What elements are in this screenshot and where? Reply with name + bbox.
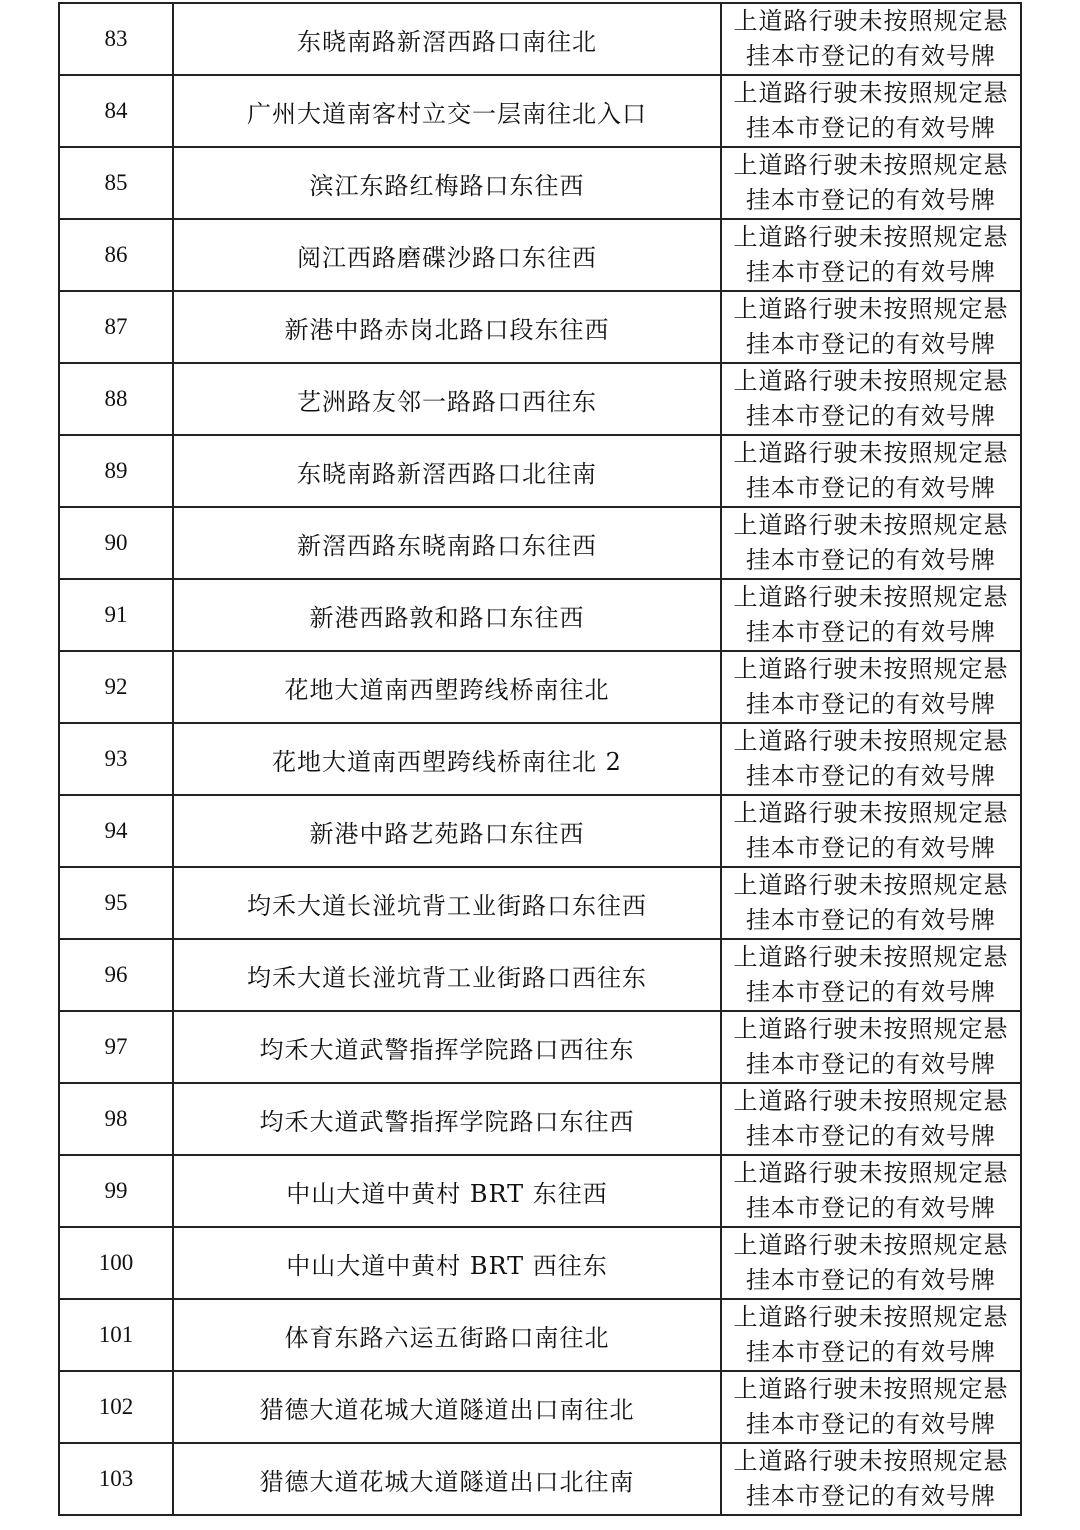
row-number-cell: 91: [59, 579, 173, 651]
table-row: [59, 579, 1021, 651]
violation-cell: [721, 1299, 1021, 1371]
violation-cell: [721, 795, 1021, 867]
violation-text-line-2: 挂本市登记的有效号牌: [746, 834, 996, 862]
table-row: [59, 1299, 1021, 1371]
violation-text-line-1: 上道路行驶未按照规定悬: [733, 1447, 1009, 1475]
violation-cell: [721, 1227, 1021, 1299]
table-row: [59, 1083, 1021, 1155]
violation-cell: [721, 723, 1021, 795]
violation-text-line-1: 上道路行驶未按照规定悬: [733, 799, 1009, 827]
row-number-cell: 94: [59, 795, 173, 867]
violation-cell: [721, 435, 1021, 507]
location-cell: 新港西路敦和路口东往西: [173, 579, 721, 651]
violation-text-line-1: 上道路行驶未按照规定悬: [733, 1159, 1009, 1187]
table-row: [59, 75, 1021, 147]
violation-location-table: [58, 2, 1022, 1516]
table-row: [59, 435, 1021, 507]
row-number-cell: 90: [59, 507, 173, 579]
table-row: [59, 3, 1021, 75]
table-row: [59, 1227, 1021, 1299]
violation-text-line-1: 上道路行驶未按照规定悬: [733, 1375, 1009, 1403]
table-row: [59, 795, 1021, 867]
location-cell: 艺洲路友邻一路路口西往东: [173, 363, 721, 435]
violation-text-line-1: 上道路行驶未按照规定悬: [733, 439, 1009, 467]
row-number-cell: 101: [59, 1299, 173, 1371]
row-number-cell: 96: [59, 939, 173, 1011]
violation-text-line-2: 挂本市登记的有效号牌: [746, 762, 996, 790]
row-number-cell: 95: [59, 867, 173, 939]
violation-text-line-2: 挂本市登记的有效号牌: [746, 1338, 996, 1366]
violation-text-line-2: 挂本市登记的有效号牌: [746, 618, 996, 646]
row-number-cell: 85: [59, 147, 173, 219]
table-row: [59, 1371, 1021, 1443]
row-number-cell: 89: [59, 435, 173, 507]
violation-text-line-2: 挂本市登记的有效号牌: [746, 690, 996, 718]
location-cell: 均禾大道长湴坑背工业街路口东往西: [173, 867, 721, 939]
row-number-cell: 84: [59, 75, 173, 147]
violation-cell: [721, 579, 1021, 651]
violation-cell: [721, 651, 1021, 723]
row-number-cell: 98: [59, 1083, 173, 1155]
violation-text-line-1: 上道路行驶未按照规定悬: [733, 295, 1009, 323]
table-row: [59, 867, 1021, 939]
violation-text-line-1: 上道路行驶未按照规定悬: [733, 943, 1009, 971]
violation-location-table-wrapper: [58, 2, 1022, 1516]
violation-text-line-1: 上道路行驶未按照规定悬: [733, 7, 1009, 35]
violation-text-line-1: 上道路行驶未按照规定悬: [733, 511, 1009, 539]
violation-text-line-2: 挂本市登记的有效号牌: [746, 1122, 996, 1150]
row-number-cell: 86: [59, 219, 173, 291]
violation-text-line-1: 上道路行驶未按照规定悬: [733, 1087, 1009, 1115]
row-number-cell: 87: [59, 291, 173, 363]
violation-cell: [721, 1155, 1021, 1227]
location-cell: 滨江东路红梅路口东往西: [173, 147, 721, 219]
location-cell: 新港中路艺苑路口东往西: [173, 795, 721, 867]
violation-text-line-1: 上道路行驶未按照规定悬: [733, 583, 1009, 611]
violation-text-line-2: 挂本市登记的有效号牌: [746, 978, 996, 1006]
location-cell: 阅江西路磨碟沙路口东往西: [173, 219, 721, 291]
violation-cell: [721, 1371, 1021, 1443]
violation-cell: [721, 363, 1021, 435]
row-number-cell: 102: [59, 1371, 173, 1443]
row-number-cell: 97: [59, 1011, 173, 1083]
location-cell: 均禾大道武警指挥学院路口东往西: [173, 1083, 721, 1155]
location-cell: 新港中路赤岗北路口段东往西: [173, 291, 721, 363]
violation-cell: [721, 219, 1021, 291]
row-number-cell: 83: [59, 3, 173, 75]
row-number-cell: 92: [59, 651, 173, 723]
violation-text-line-2: 挂本市登记的有效号牌: [746, 1410, 996, 1438]
violation-text-line-1: 上道路行驶未按照规定悬: [733, 1303, 1009, 1331]
table-row: [59, 1011, 1021, 1083]
violation-text-line-1: 上道路行驶未按照规定悬: [733, 655, 1009, 683]
violation-text-line-1: 上道路行驶未按照规定悬: [733, 727, 1009, 755]
violation-text-line-1: 上道路行驶未按照规定悬: [733, 367, 1009, 395]
violation-text-line-2: 挂本市登记的有效号牌: [746, 1050, 996, 1078]
location-cell: 猎德大道花城大道隧道出口南往北: [173, 1371, 721, 1443]
violation-cell: [721, 1443, 1021, 1515]
violation-text-line-1: 上道路行驶未按照规定悬: [733, 1015, 1009, 1043]
violation-text-line-2: 挂本市登记的有效号牌: [746, 1266, 996, 1294]
location-cell: 猎德大道花城大道隧道出口北往南: [173, 1443, 721, 1515]
location-cell: 均禾大道长湴坑背工业街路口西往东: [173, 939, 721, 1011]
location-cell: 东晓南路新滘西路口南往北: [173, 3, 721, 75]
table-row: [59, 219, 1021, 291]
violation-text-line-2: 挂本市登记的有效号牌: [746, 1194, 996, 1222]
violation-text-line-2: 挂本市登记的有效号牌: [746, 42, 996, 70]
violation-cell: [721, 507, 1021, 579]
location-cell: 体育东路六运五街路口南往北: [173, 1299, 721, 1371]
table-body: [59, 3, 1021, 1515]
location-cell: 花地大道南西塱跨线桥南往北: [173, 651, 721, 723]
table-row: [59, 507, 1021, 579]
table-row: [59, 363, 1021, 435]
location-cell: 中山大道中黄村 BRT 东往西: [173, 1155, 721, 1227]
violation-cell: [721, 939, 1021, 1011]
violation-cell: [721, 867, 1021, 939]
violation-text-line-2: 挂本市登记的有效号牌: [746, 330, 996, 358]
violation-cell: [721, 1011, 1021, 1083]
violation-cell: [721, 1083, 1021, 1155]
violation-cell: [721, 75, 1021, 147]
row-number-cell: 93: [59, 723, 173, 795]
table-row: [59, 1155, 1021, 1227]
violation-text-line-1: 上道路行驶未按照规定悬: [733, 79, 1009, 107]
table-row: [59, 939, 1021, 1011]
location-cell: 花地大道南西塱跨线桥南往北 2: [173, 723, 721, 795]
row-number-cell: 99: [59, 1155, 173, 1227]
violation-text-line-2: 挂本市登记的有效号牌: [746, 402, 996, 430]
violation-text-line-2: 挂本市登记的有效号牌: [746, 258, 996, 286]
table-row: [59, 651, 1021, 723]
location-cell: 新滘西路东晓南路口东往西: [173, 507, 721, 579]
location-cell: 均禾大道武警指挥学院路口西往东: [173, 1011, 721, 1083]
violation-text-line-1: 上道路行驶未按照规定悬: [733, 871, 1009, 899]
row-number-cell: 103: [59, 1443, 173, 1515]
violation-cell: [721, 3, 1021, 75]
location-cell: 中山大道中黄村 BRT 西往东: [173, 1227, 721, 1299]
table-row: [59, 291, 1021, 363]
violation-cell: [721, 147, 1021, 219]
row-number-cell: 88: [59, 363, 173, 435]
violation-text-line-1: 上道路行驶未按照规定悬: [733, 151, 1009, 179]
violation-text-line-2: 挂本市登记的有效号牌: [746, 1482, 996, 1510]
violation-text-line-2: 挂本市登记的有效号牌: [746, 546, 996, 574]
location-cell: 东晓南路新滘西路口北往南: [173, 435, 721, 507]
row-number-cell: 100: [59, 1227, 173, 1299]
table-row: [59, 1443, 1021, 1515]
violation-text-line-1: 上道路行驶未按照规定悬: [733, 223, 1009, 251]
violation-text-line-2: 挂本市登记的有效号牌: [746, 906, 996, 934]
violation-text-line-2: 挂本市登记的有效号牌: [746, 186, 996, 214]
violation-text-line-1: 上道路行驶未按照规定悬: [733, 1231, 1009, 1259]
violation-text-line-2: 挂本市登记的有效号牌: [746, 114, 996, 142]
table-row: [59, 723, 1021, 795]
location-cell: 广州大道南客村立交一层南往北入口: [173, 75, 721, 147]
table-row: [59, 147, 1021, 219]
violation-text-line-2: 挂本市登记的有效号牌: [746, 474, 996, 502]
violation-cell: [721, 291, 1021, 363]
